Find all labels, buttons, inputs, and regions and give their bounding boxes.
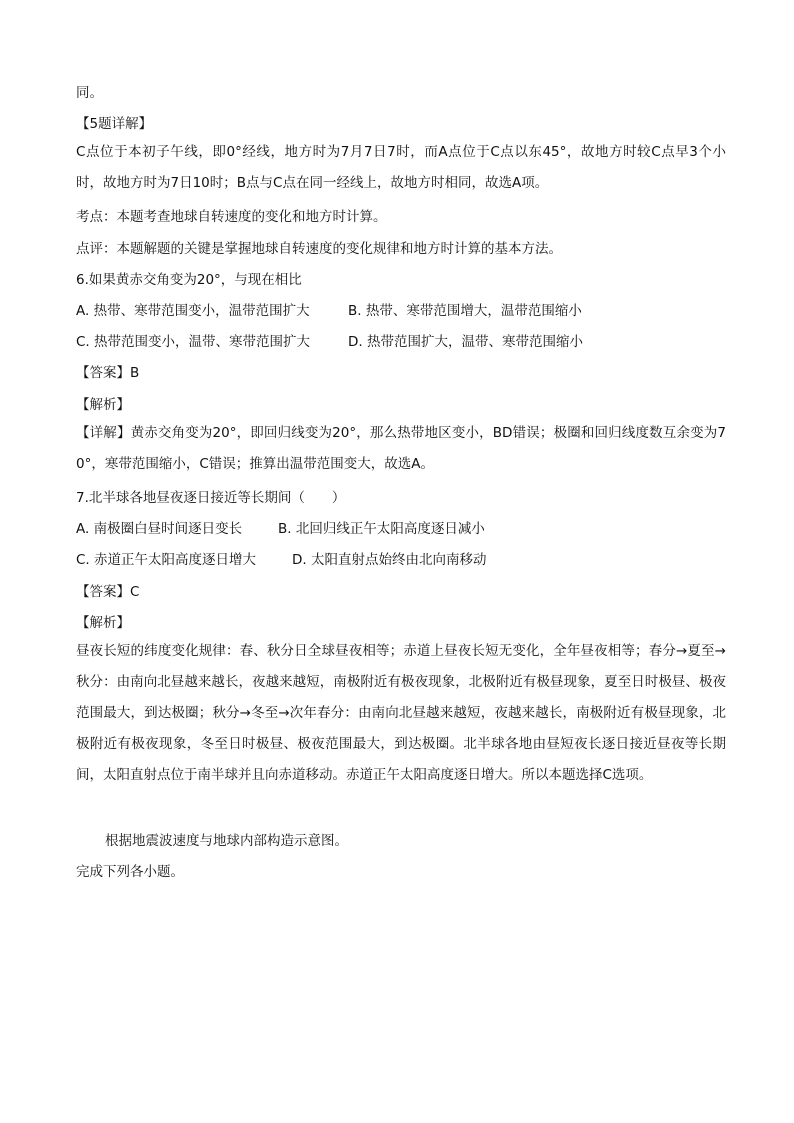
question-7-options-row-2 [76, 551, 726, 569]
section-heading-q5-detail: 【5题详解】 [76, 116, 153, 132]
text-line-figure-intro: 根据地震波速度与地球内部构造示意图。 [105, 833, 348, 849]
paragraph-q7-explanation: 昼夜长短的纬度变化规律：春、秋分日全球昼夜相等；赤道上昼夜长短无变化，全年昼夜相等；春分→夏至→秋分：由南向北昼越来越长，夜越来越短，南极附近有极夜现象，北极附近有极昼现象，夏至日时极昼、极夜范围最大，到达极圈；秋分→冬至→次年春分：由南向北昼越来越短，夜越来越长，南极附近有极昼现象，北极附近有极夜现象，冬至日时极昼、极夜范围最大，到达极圈。北半球各地由昼短夜长逐日接近昼夜等长期间，太阳直射点位于南半球并且向赤道移动。赤道正午太阳高度逐日增大。所以本题选择C选项。 [76, 643, 726, 783]
question-7-stem: 7.北半球各地昼夜逐日接近等长期间（ ） [76, 490, 346, 506]
question-6-option-a: A. 热带、寒带范围变小，温带范围扩大 [76, 303, 310, 319]
text-line-continuation: 同。 [76, 85, 103, 101]
question-6-analysis-heading: 【解析】 [76, 397, 130, 413]
question-7-answer: 【答案】C [76, 584, 140, 600]
question-7-options-row-1 [76, 520, 726, 538]
question-6-option-b: B. 热带、寒带范围增大，温带范围缩小 [348, 303, 582, 319]
question-6-option-c: C. 热带范围变小，温带、寒带范围扩大 [76, 334, 311, 350]
question-7-analysis-heading: 【解析】 [76, 615, 130, 631]
paragraph-q5-explanation: C点位于本初子午线，即0°经线，地方时为7月7日7时，而A点位于C点以东45°，故地方时较C点早3个小时，故地方时为7日10时；B点与C点在同一经线上，故地方时相同，故选A项。 [76, 144, 726, 191]
question-6-options-row-1 [76, 302, 726, 320]
question-6-stem: 6.如果黄赤交角变为20°，与现在相比 [76, 272, 302, 288]
text-line-dianping: 点评：本题解题的关键是掌握地球自转速度的变化规律和地方时计算的基本方法。 [76, 241, 562, 257]
question-6-answer: 【答案】B [76, 365, 140, 381]
question-7-option-c: C. 赤道正午太阳高度逐日增大 [76, 552, 257, 568]
question-7-option-a: A. 南极圈白昼时间逐日变长 [76, 521, 243, 537]
paragraph-q6-explanation: 【详解】黄赤交角变为20°，即回归线变为20°，那么热带地区变小，BD错误；极圈和回归线度数互余变为70°，寒带范围缩小，C错误；推算出温带范围变大，故选A。 [76, 425, 726, 472]
question-6-options-row-2 [76, 333, 726, 351]
question-6-option-d: D. 热带范围扩大，温带、寒带范围缩小 [348, 334, 583, 350]
text-line-task: 完成下列各小题。 [76, 864, 184, 880]
question-7-option-b: B. 北回归线正午太阳高度逐日减小 [278, 521, 485, 537]
text-line-kaodian: 考点：本题考查地球自转速度的变化和地方时计算。 [76, 209, 387, 225]
question-7-option-d: D. 太阳直射点始终由北向南移动 [292, 552, 487, 568]
